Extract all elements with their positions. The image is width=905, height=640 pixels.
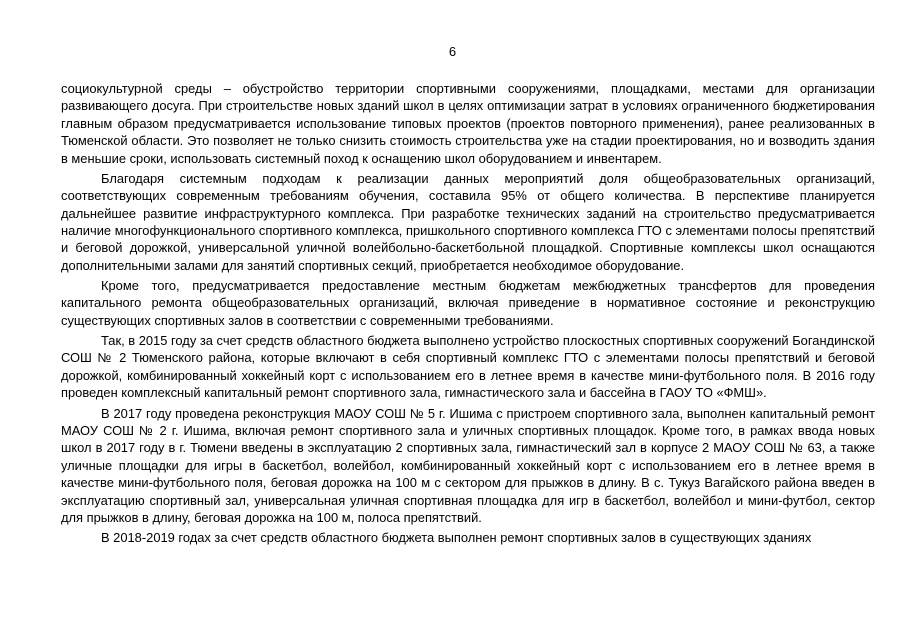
page-number: 6 [448,44,457,59]
paragraph-sociocultural-environment: социокультурной среды – обустройство территории спортивными сооружениями, площадками, местами для организации развивающего досуга. При строительстве новых зданий школ в целях оптимизации затрат в условиях ограниченного бюджетирования главным образом предусматривается использование типовых проектов (проектов повторного применения), ранее реализованных в Тюменской области. Это позволяет не только снизить стоимость строительства уже на стадии проектирования, но и возводить здания в меньшие сроки, использовать системный поход к оснащению школ оборудованием и инвентарем. [61,81,875,166]
paragraph-2015-2016: Так, в 2015 году за счет средств областного бюджета выполнено устройство плоскостных спортивных сооружений Богандинской СОШ № 2 Тюменского района, которые включают в себя спортивный комплекс ГТО с элементами полосы препятствий и беговой дорожкой, комбинированный хоккейный корт с использованием его в летнее время в качестве мини-футбольного поля. В 2016 году проведен комплексный капитальный ремонт спортивного зала, гимнастического зала и бассейна в ГАОУ ТО «ФМШ». [61,333,875,401]
paragraph-systemic-approaches: Благодаря системным подходам к реализации данных мероприятий доля общеобразовательных организаций, соответствующих современным требованиям обучения, составила 95% от общего количества. В перспективе планируется дальнейшее развитие инфраструктурного комплекса. При разработке технических заданий на строительство предусматривается наличие многофункционального спортивного комплекса, пришкольного спортивного комплекса ГТО с элементами полосы препятствий и беговой дорожкой, универсальной уличной волейбольно-баскетбольной площадкой. Спортивные комплексы школ оснащаются дополнительными залами для занятий спортивных секций, приобретается необходимое оборудование. [61,170,875,273]
document-body [61,80,875,547]
paragraph-interbudget-transfers: Кроме того, предусматривается предоставление местным бюджетам межбюджетных трансфертов для проведения капитального ремонта общеобразовательных организаций, включая приведение в нормативное состояние и реконструкцию существующих спортивных залов в соответствии с современными требованиями. [61,278,875,328]
paragraph-2017: В 2017 году проведена реконструкция МАОУ СОШ № 5 г. Ишима с пристроем спортивного зала, выполнен капитальный ремонт МАОУ СОШ № 2 г. Ишима, включая ремонт спортивного зала и уличных спортивных площадок. Кроме того, в рамках ввода новых школ в 2017 году в г. Тюмени введены в эксплуатацию 2 спортивных зала, гимнастический зал в корпусе 2 МАОУ СОШ № 63, а также уличные площадки для игры в баскетбол, волейбол, комбинированный хоккейный корт с использованием его в летнее время в качестве мини-футбольного поля, беговая дорожка на 100 м с сектором для прыжков в длину. В с. Тукуз Вагайского района введен в эксплуатацию спортивный зал, универсальная уличная спортивная площадка для игр в баскетбол, волейбол и мини-футбол, сектор для прыжков в длину, беговая дорожка на 100 м, полоса препятствий. [61,405,875,525]
paragraph-2018-2019: В 2018-2019 годах за счет средств областного бюджета выполнен ремонт спортивных залов в существующих зданиях [101,530,812,546]
